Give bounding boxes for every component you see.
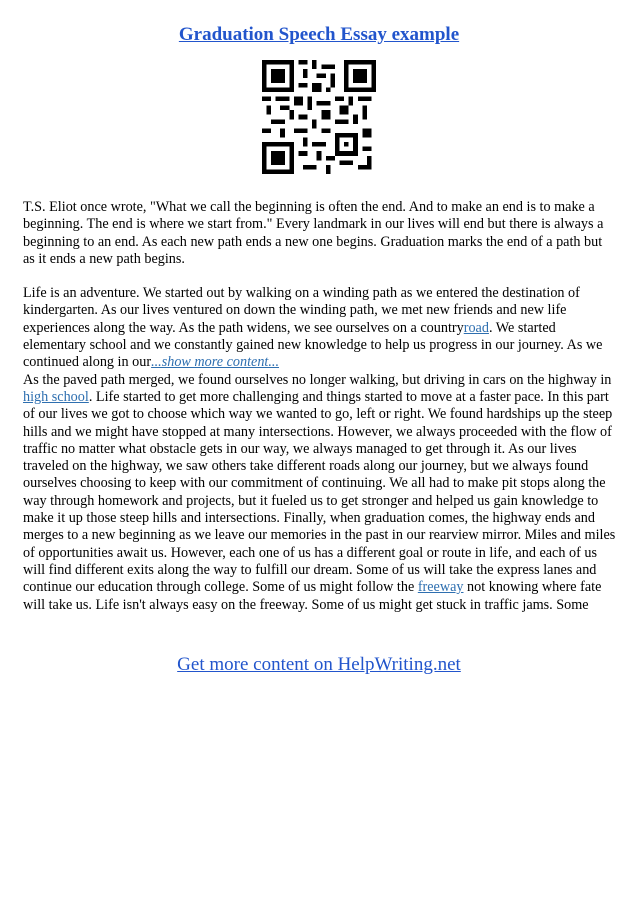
paragraph-2 <box>23 285 616 371</box>
paragraph-3-text: As the paved path merged, we found ourselves no longer walking, but driving in cars on the highway in <box>23 371 612 388</box>
paragraph-1: T.S. Eliot once wrote, "What we call the beginning is often the end. And to make an end is to make a beginning. The end is where we start from." Every landmark in our lives will end but there is always a beginning to an end. As each new path ends a new one begins. Graduation marks the end of a path but as it ends a new path begins. <box>23 199 604 267</box>
freeway-link[interactable]: freeway <box>417 579 464 596</box>
paragraph-3 <box>23 372 616 614</box>
paragraph-2-text-cont: . We started elementary school and we constantly gained new knowledge to help us progress in our journey. As we continued along in our <box>23 319 603 371</box>
paragraph-3-text-cont: . Life started to get more challenging and things started to move at a faster pace. In this part of our lives we got to choose which way we wanted to go, left or right. We found hardships up the steep hills and we might have stopped at many intersections. However, we always proceeded with the flow of traffic no matter what obstacle gets in our way, we always managed to get through it. As our lives traveled on the highway, we saw others take different roads along our journey, but we always found ourselves choosing to keep with our commitment of continuing. We all had to make pit stops along the way through homework and projects, but it fueled us to get stronger and helped us gain knowledge to make it up those steep hills and intersections. Finally, when graduation comes, the highway ends and merges to a new beginning as we leave our memories in the past in our rearview mirror. Miles and miles of opportunities await us. However, each one of us has a different goal or route in life, and each of us will find different exits along the way to fulfill our dream. Some of us will take the express lanes and continue our education through college. Some of us might follow the <box>23 388 616 596</box>
footer <box>0 654 638 676</box>
paragraph-2-text: Life is an adventure. We started out by walking on a winding path as we entered the destination of kindergarten. As our lives ventured on down the winding path, we met new friends and new life experiences along the way. As the path widens, we see ourselves on a country <box>23 285 580 336</box>
helpwriting-link[interactable]: Get more content on HelpWriting.net <box>177 654 461 675</box>
high-school-link[interactable]: high school <box>23 388 89 405</box>
show-more-link[interactable]: ...show more content... <box>151 354 279 371</box>
qr-code <box>262 60 376 174</box>
title-link[interactable]: Graduation Speech Essay example <box>178 24 460 45</box>
road-link[interactable]: road <box>463 319 489 336</box>
essay-body <box>23 199 616 614</box>
page-title <box>0 24 638 46</box>
paragraph-3-text-end: not knowing where fate will take us. Life isn't always easy on the freeway. Some of us might get stuck in traffic jams. Some <box>23 579 602 613</box>
